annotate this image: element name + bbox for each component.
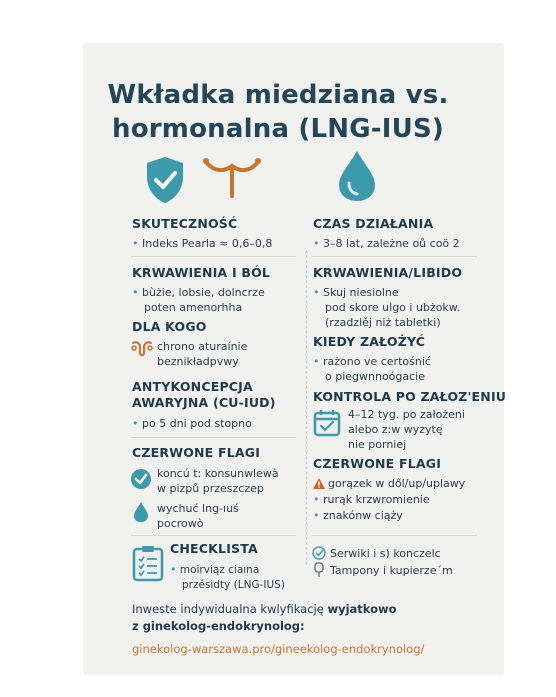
section-divider <box>312 256 477 257</box>
check-circle-icon <box>130 468 152 490</box>
krwawienia-text: • bùżie, lobsie, dolncrze poten amenorhha <box>132 286 265 314</box>
checklista-text: • moirviąz ciaına przésidty (LNG-IUS) <box>170 563 285 591</box>
iud-icon <box>202 152 262 202</box>
checklista-heading: CHECKLISTA <box>170 541 258 556</box>
title-line-2: hormonalna (LNG-IUS) <box>112 114 444 144</box>
warning-icon <box>313 478 325 489</box>
page-title <box>0 78 556 146</box>
krwawienia-libido-text: • Skuj niesiolne pod skore ulgo i ubżokw. (rzadzlěj niż tabletki) <box>313 286 461 329</box>
check-outline-icon <box>312 546 326 560</box>
footer-line-2: z ginekolog-endokrynolog: <box>132 619 305 633</box>
shield-check-icon <box>143 155 187 205</box>
kiedy-heading: KIEDY ZAŁOŻYĆ <box>313 334 426 349</box>
dla-kogo-text: chrono aturaínie beznikładpvwy <box>157 340 248 368</box>
column-divider <box>306 250 308 565</box>
title-line-1: Wkładka miedziana vs. <box>107 80 449 110</box>
kontrola-heading: KONTROLA PO ZAŁOZ'ENIU <box>313 389 507 404</box>
section-divider <box>131 535 296 536</box>
krwawienia-heading: KRWAWIENIA I BÓL <box>132 265 271 280</box>
footer-link[interactable]: ginekolog-warszawa.pro/gineekolog-endokrynolog/ <box>132 642 425 656</box>
clipboard-checklist-icon <box>132 544 164 582</box>
drop-icon <box>337 149 377 203</box>
calendar-icon <box>313 409 341 437</box>
section-divider <box>312 535 477 536</box>
section-divider <box>131 256 296 257</box>
tampon-icon <box>313 562 325 578</box>
czerwone-left-item-1: koncú t: konsunwlewà w pizpů przeszczep <box>157 467 279 495</box>
kiedy-text: • rażono ve certośnić o piegwnnoógacie <box>313 355 431 383</box>
czerwone-left-heading: CZERWONE FLAGI <box>132 445 261 460</box>
czerwone-right-heading: CZERWONE FLAGI <box>313 456 442 471</box>
drop-small-icon <box>133 501 149 523</box>
czas-item: • 3–8 lat, zależne oů coö 2 <box>313 237 460 250</box>
skutecznosc-item: • Indeks Pearla ≈ 0,6–0,8 <box>132 237 273 250</box>
krwawienia-libido-heading: KRWAWIENIA/LIBIDO <box>313 265 463 280</box>
antykoncepcja-heading: ANTYKONCEPCJA AWARYJNA (CU-IUD) <box>132 379 276 410</box>
antykoncepcja-item: • po 5 dni pod stopno <box>132 417 252 430</box>
dla-kogo-heading: DLA KOGO <box>132 319 207 334</box>
footer-text: Inweste indywidualna kwlyfikację wyjatkowo <box>132 602 397 616</box>
skutecznosc-heading: SKUTECZNOŚĆ <box>132 216 238 231</box>
kontrola-text: 4–12 tyg. po założeni alebo z:w wyzytę nie porniej <box>348 408 465 451</box>
czerwone-left-item-2: wychuć lng-ıuś pocrowò <box>157 502 239 530</box>
uterus-icon <box>131 339 153 359</box>
section-divider <box>131 437 296 438</box>
extras-line-2: Tampony i kupierze´m <box>330 564 453 577</box>
czas-heading: CZAS DZIAŁANIA <box>313 216 434 231</box>
czerwone-right-item-3: • znakónw ciąży <box>313 509 403 522</box>
extras-line-1: Serwiki i s) konczelc <box>330 547 441 560</box>
czerwone-right-item-1: gorązek w dől/up/uplawy <box>328 477 466 490</box>
czerwone-right-item-2: • rurąk krzwromienie <box>313 493 430 506</box>
